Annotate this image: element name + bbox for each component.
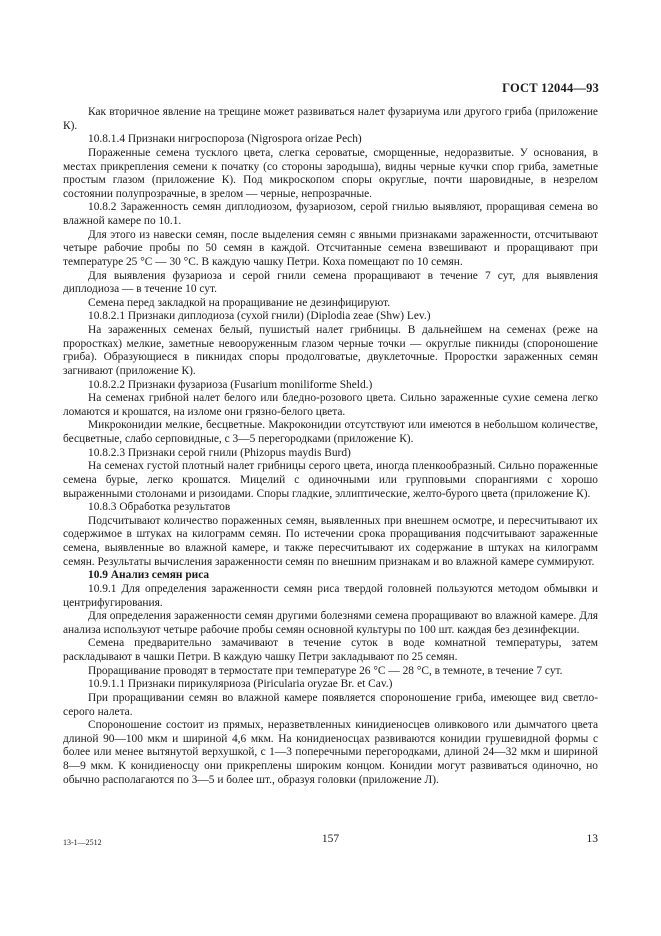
standard-header: ГОСТ 12044—93 <box>502 81 599 95</box>
paragraph: Для этого из навески семян, после выделения семян с явными признаками зараженности, отсчитывают четыре рабочие пробы по 50 семян в каждой. Отсчитанные семена взвешивают и проращивают при температуре 25 °С — 30 °С. В каждую чашку Петри. Коха помещают по 10 семян. <box>63 228 598 268</box>
paragraph: Подсчитывают количество пораженных семян, выявленных при внешнем осмотре, и пересчитывают их содержимое в штуках на килограмм семян. По истечении срока проращивания подсчитывают зараженные семена, выявленные во влажной камере, и также пересчитывают их содержание в штуках на килограмм семян. Результаты вычисления зараженности семян по внешним признакам и во влажной камере суммируют. <box>63 514 598 568</box>
paragraph: 10.8.3 Обработка результатов <box>88 501 231 514</box>
paragraph: 10.8.2 Зараженность семян диплодиозом, фузариозом, серой гнилью выявляют, проращивая семена во влажной камере по 10.1. <box>63 201 598 227</box>
paragraph: На семенах густой плотный налет грибницы серого цвета, иногда пленкообразный. Сильно пораженные семена бурые, легко крошатся. Мицелий с одиночными или групповыми спорангиями с хорошо выраженными столонами и ризоидами. Споры гладкие, эллиптические, желто-бурого цвета (приложение К). <box>63 460 598 500</box>
paragraph: Для выявления фузариоза и серой гнили семена проращивают в течение 7 сут, для выявления диплодиоза — в течение 10 сут. <box>63 269 598 296</box>
print-code: 13-1—2512 <box>63 838 102 847</box>
paragraph: На зараженных семенах белый, пушистый налет грибницы. В дальнейшем на семенах (реже на проростках) мелкие, заметные невооруженным глазом черные точки — округлые пикниды (спороношение гриба). Образующиеся в пикнидах споры продолговатые, двуклеточные. Проростки зараженных семян загнивают (приложение К). <box>63 324 598 377</box>
paragraph: Для определения зараженности семян другими болезнями семена проращивают во влажной камере. Для анализа используют четыре рабочие пробы семян основной культуры по 100 шт. каждая без дезинфекции. <box>63 610 598 636</box>
paragraph: Семена перед закладкой на проращивание не дезинфицируют. <box>88 296 391 309</box>
paragraph: На семенах грибной налет белого или бледно-розового цвета. Сильно зараженные сухие семена легко ломаются и крошатся, на изломе они грязно-белого цвета. <box>63 392 598 418</box>
paragraph: 10.9.1.1 Признаки пирикуляриоза (Piricularia oryzae Br. et Cav.) <box>88 678 393 691</box>
paragraph: Как вторичное явление на трещине может развиваться налет фузариума или другого гриба (приложение К). <box>63 106 598 132</box>
paragraph: Проращивание проводят в термостате при температуре 26 °С — 28 °С, в темноте, в течение 7 сут. <box>88 664 563 677</box>
section-heading: 10.9 Анализ семян риса <box>88 569 210 582</box>
page-number: 13 <box>586 833 598 845</box>
page-number-center: 157 <box>321 833 340 845</box>
paragraph: При проращивании семян во влажной камере появляется спороношение гриба, имеющее вид светло-серого налета. <box>63 691 598 718</box>
paragraph: Семена предварительно замачивают в течение суток в воде комнатной температуры, затем раскладывают в чашки Петри. В каждую чашку Петри закладывают по 25 семян. <box>63 637 598 663</box>
paragraph: 10.8.2.1 Признаки диплодиоза (сухой гнили) (Diplodia zeae (Shw) Lev.) <box>88 310 431 323</box>
paragraph: 10.8.1.4 Признаки нигроспороза (Nigrospora orizae Pech) <box>88 133 362 146</box>
document-body <box>63 106 598 787</box>
paragraph: 10.9.1 Для определения зараженности семян риса твердой головней пользуются методом обмывки и центрифугирования. <box>63 582 598 609</box>
paragraph: Пораженные семена тусклого цвета, слегка сероватые, сморщенные, недоразвитые. У основания, в местах прикрепления семени к початку (со стороны зародыша), видны черные кучки спор гриба, заметные простым глазом (приложение К). Под микроскопом споры округлые, почти шаровидные, в незрелом состоянии полупрозрачные, в зрелом — черные, непрозрачные. <box>63 146 598 200</box>
paragraph: 10.8.2.2 Признаки фузариоза (Fusarium moniliforme Sheld.) <box>88 378 373 391</box>
paragraph: Микроконидии мелкие, бесцветные. Макроконидии отсутствуют или имеются в небольшом количестве, бесцветные, слабо серповидные, с 3—5 перегородками (приложение К). <box>63 419 598 445</box>
paragraph: 10.8.2.3 Признаки серой гнили (Phizopus maydis Burd) <box>88 446 351 459</box>
paragraph: Спороношение состоит из прямых, неразветвленных кинидиеносцев оливкового или дымчатого цвета длиной 90—100 мкм и шириной 4,6 мкм. На конидиеносцах развиваются конидии грушевидной формы с более или менее вытянутой верхушкой, с 1—3 поперечными перегородками, длиной 24—32 мкм и шириной 8—9 мкм. К конидиеносцу они прикреплены широким концом. Конидии могут развиваться одиночно, но обычно располагаются по 3—5 и более шт., образуя головки (приложение Л). <box>63 719 598 786</box>
